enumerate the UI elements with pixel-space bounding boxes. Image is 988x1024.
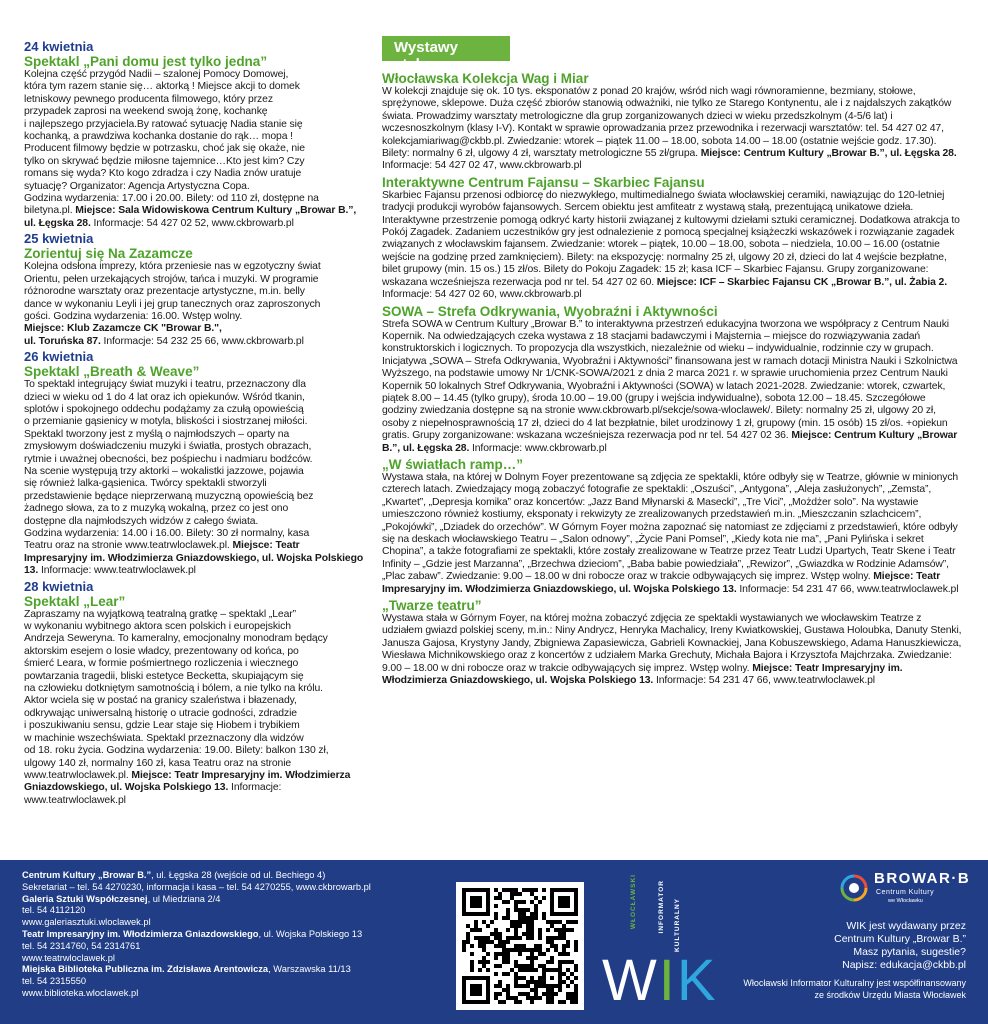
browar-b-name: BROWAR·B <box>874 870 971 887</box>
event-text-line: aktorskim esejem o losie władcy, prezentowany od końca, po <box>24 645 299 657</box>
event-text-tail: biletyna.pl. <box>24 205 76 217</box>
event-text-line: różnorodne warsztaty oraz prezentacje artystyczne, m.in. belly <box>24 286 305 298</box>
exhibition-text: W kolekcji znajduje się ok. 10 tys. eksponatów z ponad 20 krajów, wśród nich wagi równoramienne, bezmiany, stołowe, sprężynowe, sklepowe. Duża część zbiorów stanowią odważniki, nie tylko ze Starego Kontynentu, ale i z najdalszych zakątków świata. Prowadzimy warsztaty metrologiczne dla grup zorganizowanych dzieci w wieku przedszkolnym (4-5/6 lat) i wczesnoszkolnym (klasy I-V). Kontakt w sprawie oprowadzania przez przewodnika i rezerwacji warsztatów: tel. 54 427 02 47, kolekcjamiariwag@ckbb.pl. Zwiedzanie: wtorek – piątek 11.00 – 18.00, sobota 14.00 – 18.00 (ostatnie wejście godz. 17.30). Bilety: normalny 6 zł, ulgowy 4 zł, warsztaty metrologiczne 55 zł/grupa. <box>382 86 952 160</box>
event-text-line: zmysłowym doświadczeniu muzyki i światła, prostych obrazach, <box>24 441 312 453</box>
event-location: Miejsce: Sala Widowiskowa Centrum Kultury „Browar B.”, <box>75 205 357 217</box>
contact-line <box>22 976 442 988</box>
browar-b-subtitle-city: we Włocławku <box>888 898 923 904</box>
exhibition-info: Informacje: 54 427 02 47, www.ckbrowarb.pl <box>382 160 582 172</box>
event-info: Informacje: www.teatrwloclawek.pl <box>38 565 196 577</box>
event-text-line: na człowieku dotkniętym samotnością i bólem, a nie tylko na królu. <box>24 683 323 695</box>
wik-vertical-label-2: INFORMATOR <box>658 880 665 934</box>
event-text-line: przypadek zaprosi na weekend swoją żonę, kochankę <box>24 106 268 118</box>
contact-detail: www.galeriasztuki.wloclawek.pl <box>22 917 151 928</box>
funding-line: ze środków Urzędu Miasta Włocławek <box>814 989 966 1000</box>
publisher-line: Masz pytania, sugestie? <box>853 946 966 958</box>
event-text-line: od 18. roku życia. Godzina wydarzenia: 19.00. Bilety: balkon 130 zł, <box>24 745 329 757</box>
event-info: Informacje: www.teatrwloclawek.pl <box>24 782 282 806</box>
event-text-line: Producent filmowy będzie w potrzasku, choć jak się okaże, nie <box>24 143 305 155</box>
event-title: Spektakl „Pani domu jest tylko jedna” <box>24 54 268 69</box>
event-text-line: się również lalka-gąsienica. Twórcy spektakli stworzyli <box>24 478 267 490</box>
event-text-line: dance w wykonaniu Leyli i jej grup tanecznych oraz zaproszonych <box>24 298 321 310</box>
wik-vertical-label-1: WŁOCŁAWSKI <box>630 874 637 930</box>
publisher-line: WIK jest wydawany przez <box>846 920 966 932</box>
event-date: 24 kwietnia <box>24 39 94 54</box>
event-block <box>24 232 364 348</box>
wik-logo <box>600 874 720 1014</box>
contact-detail: , ul. Wojska Polskiego 13 <box>258 928 363 939</box>
event-text-line: która tym razem stanie się… aktorką ! Miejsce akcji to domek <box>24 81 300 93</box>
contact-line <box>22 988 442 1000</box>
exhibition-text: Strefa SOWA w Centrum Kultury „Browar B.” to interaktywna przestrzeń edukacyjna tworzona we współpracy z Centrum Nauki Kopernik. Na odwiedzających czeka wystawa z 18 stacjami badawczymi i Majsternia – miejsce do rozwiązywania zadań konstruktorskich i logicznych. To propozycja dla wszystkich, niezależnie od wieku – indywidualnie, rodzinnie czy w grupach. Inicjatywa „SOWA – Strefa Odkrywania, Wyobraźni i Aktywności” finansowana jest w ramach dotacji Ministra Nauki i Szkolnictwa Wyższego, na podstawie umowy Nr 1/CNK-SOWA/2021 z dnia 2 marca 2021 r. w sprawie uruchomienia przez Centrum Nauki Kopernik 50 lokalnych Stref Odkrywania, Wyobraźni i Aktywności (SOWA) w latach 2021-2028. Zwiedzanie: wtorek, czwartek, piątek 8.00 – 14.45 (tylko grupy), środa 10.00 – 19.00 (grupy i wejścia indywidualne), sobota 12.00 – 18.45. Szczegółowe godziny zwiedzania dostępne są na stronie www.ckbrowarb.pl/sekcje/sowa-wloclawek/. Bilety: normalny 25 zł, ulgowy 20 zł, osoby z niepełnosprawnością 17 zł, dzieci do 4 lat bezpłatnie, bilet urodzinowy 1 zł, grupowy (min. 15 osób) 15 zł/os. +opiekun gratis. Grupy zorganizowane: wskazana wcześniejsza rezerwacja pod nr tel. 54 427 02 36. <box>382 318 958 442</box>
exhibition-description <box>382 472 962 596</box>
permanent-exhibitions-banner: Wystawy stałe: <box>382 36 510 61</box>
event-description <box>24 379 364 578</box>
event-location: Miejsce: Klub Zazamcze CK "Browar B.", <box>24 323 222 335</box>
event-location: Miejsce: Teatr Impresaryjny im. Włodzimierza Gniazdowskiego, ul. Wojska Polskiego 13. <box>24 769 351 794</box>
wik-letters <box>602 948 718 1013</box>
event-title: Spektakl „Lear” <box>24 593 126 609</box>
exhibition-location: Miejsce: Centrum Kultury „Browar B.”, ul. Łęgska 28. <box>382 430 958 454</box>
wik-letter-w: W <box>602 948 659 1013</box>
contact-venue: Teatr Impresaryjny im. Włodzimierza Gniazdowskiego <box>22 928 259 939</box>
exhibition-description <box>382 319 962 455</box>
exhibition-title: Interaktywne Centrum Fajansu – Skarbiec Fajansu <box>382 174 705 190</box>
exhibition-location: Miejsce: ICF – Skarbiec Fajansu CK „Browar B.”, ul. Żabia 2. <box>656 276 947 288</box>
wik-vertical-label-3: KULTURALNY <box>674 898 681 952</box>
event-description <box>24 609 364 808</box>
wik-letter-k: K <box>676 948 718 1013</box>
event-text-line: dostępne dla najmłodszych widzów z całego świata. <box>24 515 259 527</box>
exhibition-text: Wystawa stała, na której w Dolnym Foyer prezentowane są zdjęcia ze spektakli, które odbyły się w Teatrze, głównie w minionych czterech latach. Zwiedzający mogą zobaczyć fotografie ze spektakli: „Oszuści”, „Antygona”, „Aleja zasłużonych”, „Zemsta”, „Kwartet”, „Depresja komika” oraz koncertów: „Jazz Band Młynarski & Masecki”, „Tre Vici”, „Możdżer solo”. Na wystawie umieszczono również kostiumy, eksponaty i rekwizyty ze zrealizowanych przedstawień m.in. „Mieszczanin szlachcicem”, „Pokojówki”, „Dziadek do orzechów”. W Górnym Foyer można zapoznać się natomiast ze zdjęciami z przedstawień, które odbyły się na deskach włocławskiego Teatru – „Salon odnowy”, „Życie Pani Pomsel”, „Kiedy kota nie ma”, „Pani Pylińska i sekret Chopina”, a także fotografiami ze spektakli, które zostały zrealizowane w Teatrze przez Teatr Ludzi Upartych, Teatr Skene i Teatr Infinity – „Gdzie jest Marzanna”, „Brzechwa dzieciom”, „Baba babie powiedziała”, „Rewizor”, „Gwiazdka w Rodzinie Adamsów”, „Plac zabaw”. Zwiedzanie: 9.00 – 18.00 w dni robocze oraz w trakcie odbywających się imprez. Wstęp wolny. <box>382 471 959 583</box>
event-text-line: o przemianie gąsienicy w motyla, bliskości i siostrzanej miłości. <box>24 416 308 428</box>
event-block <box>24 40 364 230</box>
publisher-line: Centrum Kultury „Browar B.” <box>834 933 966 945</box>
exhibition-title: „Twarze teatru” <box>382 598 482 614</box>
event-text-line: odkrywając uniwersalną historię o utracie godności, zdradzie <box>24 707 297 719</box>
wik-letter-i: I <box>658 948 677 1013</box>
event-text-line: śmierć Leara, w formie pośmiertnego rozliczenia i wiecznego <box>24 658 299 670</box>
exhibition-title: „W światłach ramp…” <box>382 456 524 472</box>
contact-detail: tel. 54 2315550 <box>22 976 87 987</box>
event-text-line: gości. Godzina wydarzenia: 16.00. Wstęp wolny. <box>24 310 243 322</box>
exhibition-block <box>382 457 962 596</box>
event-text-line: Aktor wciela się w postać na granicy szaleństwa i błazenady, <box>24 695 297 707</box>
contact-venue: Galeria Sztuki Współczesnej <box>22 893 148 904</box>
contact-detail: tel. 54 2314760, 54 2314761 <box>22 940 141 951</box>
contact-line <box>22 882 442 894</box>
contact-detail: , ul. Łęgska 28 (wejście od ul. Bechiego 4) <box>151 870 326 880</box>
event-location: Miejsce: Teatr Impresaryjny im. Włodzimierza Gniazdowskiego, ul. Wojska Polskiego 13. <box>24 540 364 577</box>
event-text-line: romans się wyda? Kto kogo zdradza i czy Nadia znów uratuje <box>24 168 302 180</box>
contact-line <box>22 941 442 953</box>
exhibition-text: Wystawa stała w Górnym Foyer, na której można zobaczyć zdjęcia ze spektakli wystawianych we włocławskim Teatrze z udziałem gwiazd polskiej sceny, m.in.: Niny Andrycz, Henryka Machalicy, Ireny Kwiatkowskiej, Gustawa Holoubka, Danuty Stenki, Janusza Gajosa, Krystyny Jandy, Zbigniewa Zapasiewicza, Gabrieli Kownackiej, Jana Kobuszewskiego, Adama Hanuszkiewicza, Wiesława Michnikowskiego oraz z koncertów z udziałem Marka Grechuty, Michała Bajora i Krzysztofa Majchrzaka. Zwiedzanie: 9.00 – 18.00 w dni robocze oraz w trakcie odbywających się imprez. Wstęp wolny. <box>382 613 962 674</box>
event-text-line: kochanką, a prawdziwa kochanka dostanie do rąk… mopa ! <box>24 131 293 143</box>
event-text-line: żadnego słowa, za to z muzyką wokalną, przez co jest ono <box>24 503 289 515</box>
browar-b-icon <box>838 872 870 904</box>
exhibition-title: SOWA – Strefa Odkrywania, Wyobraźni i Aktywności <box>382 303 718 319</box>
event-text-line: Spektakl tworzony jest z myślą o najmłodszych – oparty na <box>24 428 290 440</box>
event-text-line: powtarzania tragedii, bliski estetyce Becketta, skupiającym się <box>24 670 304 682</box>
event-text-line: splotów i spokojnego oddechu podążamy za czułą opowieścią <box>24 403 304 415</box>
exhibition-info: Informacje: 54 231 47 66, www.teatrwloclawek.pl <box>653 675 875 687</box>
browar-b-subtitle: Centrum Kultury <box>876 889 935 896</box>
contact-line <box>22 917 442 929</box>
exhibition-title: Włocławska Kolekcja Wag i Miar <box>382 71 589 86</box>
event-text-line: i najlepszego przyjaciela.By ratować sytuację Nadia stanie się <box>24 118 303 130</box>
event-text-line: Godzina wydarzenia: 14.00 i 16.00. Bilety: 30 zł normalny, kasa <box>24 528 310 539</box>
publisher-info <box>726 920 966 972</box>
exhibition-info: Informacje: www.ckbrowarb.pl <box>469 442 607 454</box>
contact-detail: , Warszawska 11/13 <box>268 964 351 975</box>
event-text-line: rytmie i uważnej obecności, bez pośpiechu i nadmiaru bodźców. <box>24 453 313 465</box>
contact-line <box>22 870 442 882</box>
event-text-line: dzieci w wieku od 1 do 4 lat oraz ich opiekunów. Wśród tkanin, <box>24 391 305 403</box>
funding-line: Włocławski Informator Kulturalny jest współfinansowany <box>743 978 966 988</box>
exhibition-info: Informacje: 54 231 47 66, www.teatrwloclawek.pl <box>736 583 959 595</box>
contact-venue: Centrum Kultury „Browar B.” <box>22 870 152 880</box>
qr-code[interactable] <box>456 882 584 1010</box>
event-location-address: ul. Łęgska 28. <box>24 217 91 229</box>
contact-detail: Sekretariat – tel. 54 4270230, informacja i kasa – tel. 54 4270255, www.ckbrowarb.pl <box>22 881 371 892</box>
contact-detail: , ul Miedziana 2/4 <box>147 893 221 904</box>
event-text-line: Kolejna część przygód Nadii – szalonej Pomocy Domowej, <box>24 69 289 80</box>
contact-line <box>22 929 442 941</box>
exhibitions-column <box>382 36 962 689</box>
exhibition-location: Miejsce: Teatr Impresaryjny im. Włodzimierza Gniazdowskiego, ul. Wojska Polskiego 13. <box>382 662 903 687</box>
exhibition-description <box>382 190 962 302</box>
event-text-line: przedstawienie będące nieprzerwaną muzyczną opowieścią bez <box>24 490 314 502</box>
event-date: 25 kwietnia <box>24 231 94 247</box>
event-text-line: sytuację? Organizator: Agencja Artystyczna Copa. <box>24 180 250 192</box>
event-block <box>24 580 364 808</box>
event-text-tail: www.teatrwloclawek.pl. <box>24 769 132 781</box>
contact-line <box>22 964 442 976</box>
event-location-address: ul. Toruńska 87. <box>24 335 101 347</box>
contact-detail: www.biblioteka.wloclawek.pl <box>22 987 139 998</box>
footer-contacts <box>22 870 442 1000</box>
event-block <box>24 350 364 578</box>
exhibition-description <box>382 613 962 687</box>
event-info: Informacje: 54 427 02 52, www.ckbrowarb.pl <box>90 217 294 229</box>
event-text-line: Andrzeja Seweryna. To kameralny, emocjonalny monodram będący <box>24 633 328 645</box>
event-text-line: Godzina wydarzenia: 17.00 i 20.00. Bilety: od 110 zł, dostępne na <box>24 193 319 205</box>
contact-line <box>22 905 442 917</box>
exhibition-location: Miejsce: Teatr Impresaryjny im. Włodzimierza Gniazdowskiego, ul. Wojska Polskiego 13. <box>382 571 941 595</box>
events-column <box>24 40 364 809</box>
event-date: 28 kwietnia <box>24 578 94 594</box>
contact-venue: Miejska Biblioteka Publiczna im. Zdzisława Arentowicza <box>22 964 269 975</box>
event-text-line: letniskowy pewnego producenta filmowego, który przez <box>24 93 273 105</box>
event-text-line: Na scenie występują trzy aktorki – wokalistki jazzowe, pojawia <box>24 465 304 477</box>
exhibition-block <box>382 71 962 173</box>
contact-detail: tel. 54 4112120 <box>22 905 86 916</box>
footer <box>0 860 988 1024</box>
contact-detail: www.teatrwloclawek.pl <box>22 952 116 963</box>
contact-line <box>22 894 442 906</box>
exhibition-block <box>382 175 962 302</box>
event-text-line: w machinie wszechświata. Spektakl przeznaczony dla widzów <box>24 732 304 744</box>
event-text-line: Orientu, pełen urzekających strojów, tańca i muzyki. W programie <box>24 273 319 285</box>
contact-line <box>22 953 442 965</box>
event-description <box>24 69 364 230</box>
event-description <box>24 261 364 348</box>
publisher-line: Napisz: edukacja@ckbb.pl <box>842 959 966 971</box>
exhibition-location: Miejsce: Centrum Kultury „Browar B.”, ul. Łęgska 28. <box>700 148 957 160</box>
exhibition-info: Informacje: 54 427 02 60, www.ckbrowarb.pl <box>382 289 582 301</box>
event-text-line: tylko on skrywać będzie miłosne tajemnice…Kto jest kim? Czy <box>24 155 305 167</box>
event-text-tail: Teatru oraz na stronie www.teatrwloclawek.pl. <box>24 540 233 552</box>
event-text-line: Kolejna odsłona imprezy, która przeniesie nas w egzotyczny świat <box>24 261 321 273</box>
event-text-line: i poszukiwaniu sensu, gdzie Lear staje się Hiobem i trybikiem <box>24 720 300 732</box>
exhibition-block <box>382 598 962 687</box>
exhibitions-list <box>382 71 962 687</box>
exhibition-block <box>382 304 962 455</box>
event-date: 26 kwietnia <box>24 349 94 365</box>
funding-info <box>706 978 966 1001</box>
event-info: Informacje: 54 232 25 66, www.ckbrowarb.pl <box>100 335 304 347</box>
event-text-line: ulgowy 140 zł, normalny 160 zł, kasa Teatru oraz na stronie <box>24 757 292 769</box>
event-text-line: Zapraszamy na wyjątkową teatralną gratkę – spektakl „Lear” <box>24 608 296 620</box>
exhibition-text: Skarbiec Fajansu przenosi odbiorcę do niezwykłego, multimedialnego świata włocławskiej ceramiki, nawiązując do 120-letniej tradycji produkcji wyrobów fajansowych. Sercem obiektu jest amfiteatr z wystawą stałą, prezentującą unikatowe dzieła. Interaktywne przestrzenie pomogą odkryć karty historii związanej z kultowymi dziełami sztuki ceramicznej. Dodatkowa atrakcja to Pokój Zagadek. Zadaniem uczestników gry jest odnalezienie z pomocą specjalnej książeczki wskazówek i rozwiązanie zagadek związanych z włocławskim fajansem. Zwiedzanie: wtorek – piątek, 10.00 – 18.00, sobota – niedziela, 10.00 – 16.00 (ostatnie wejście na godzinę przed zamknięciem). Bilety: na ekspozycję: normalny 25 zł, ulgowy 20 zł, dzieci do lat 4 wejście bezpłatne, bilet grupowy (min. 15 os.) 15 zł/os. Bilety do Pokoju Zagadek: 15 zł; kasa ICF – Skarbiec Fajansu. Grupy zorganizowane: wskazana wcześniejsza rezerwacja pod nr tel. 54 427 02 60. <box>382 189 960 288</box>
event-text-line: To spektakl integrujący świat muzyki i teatru, przeznaczony dla <box>24 379 306 391</box>
browar-b-logo <box>838 868 978 916</box>
event-title: Spektakl „Breath & Weave” <box>24 364 200 380</box>
event-text-line: w wykonaniu wybitnego aktora scen polskich i europejskich <box>24 621 291 633</box>
event-title: Zorientuj się Na Zazamcze <box>24 246 193 262</box>
exhibition-description <box>382 86 962 173</box>
